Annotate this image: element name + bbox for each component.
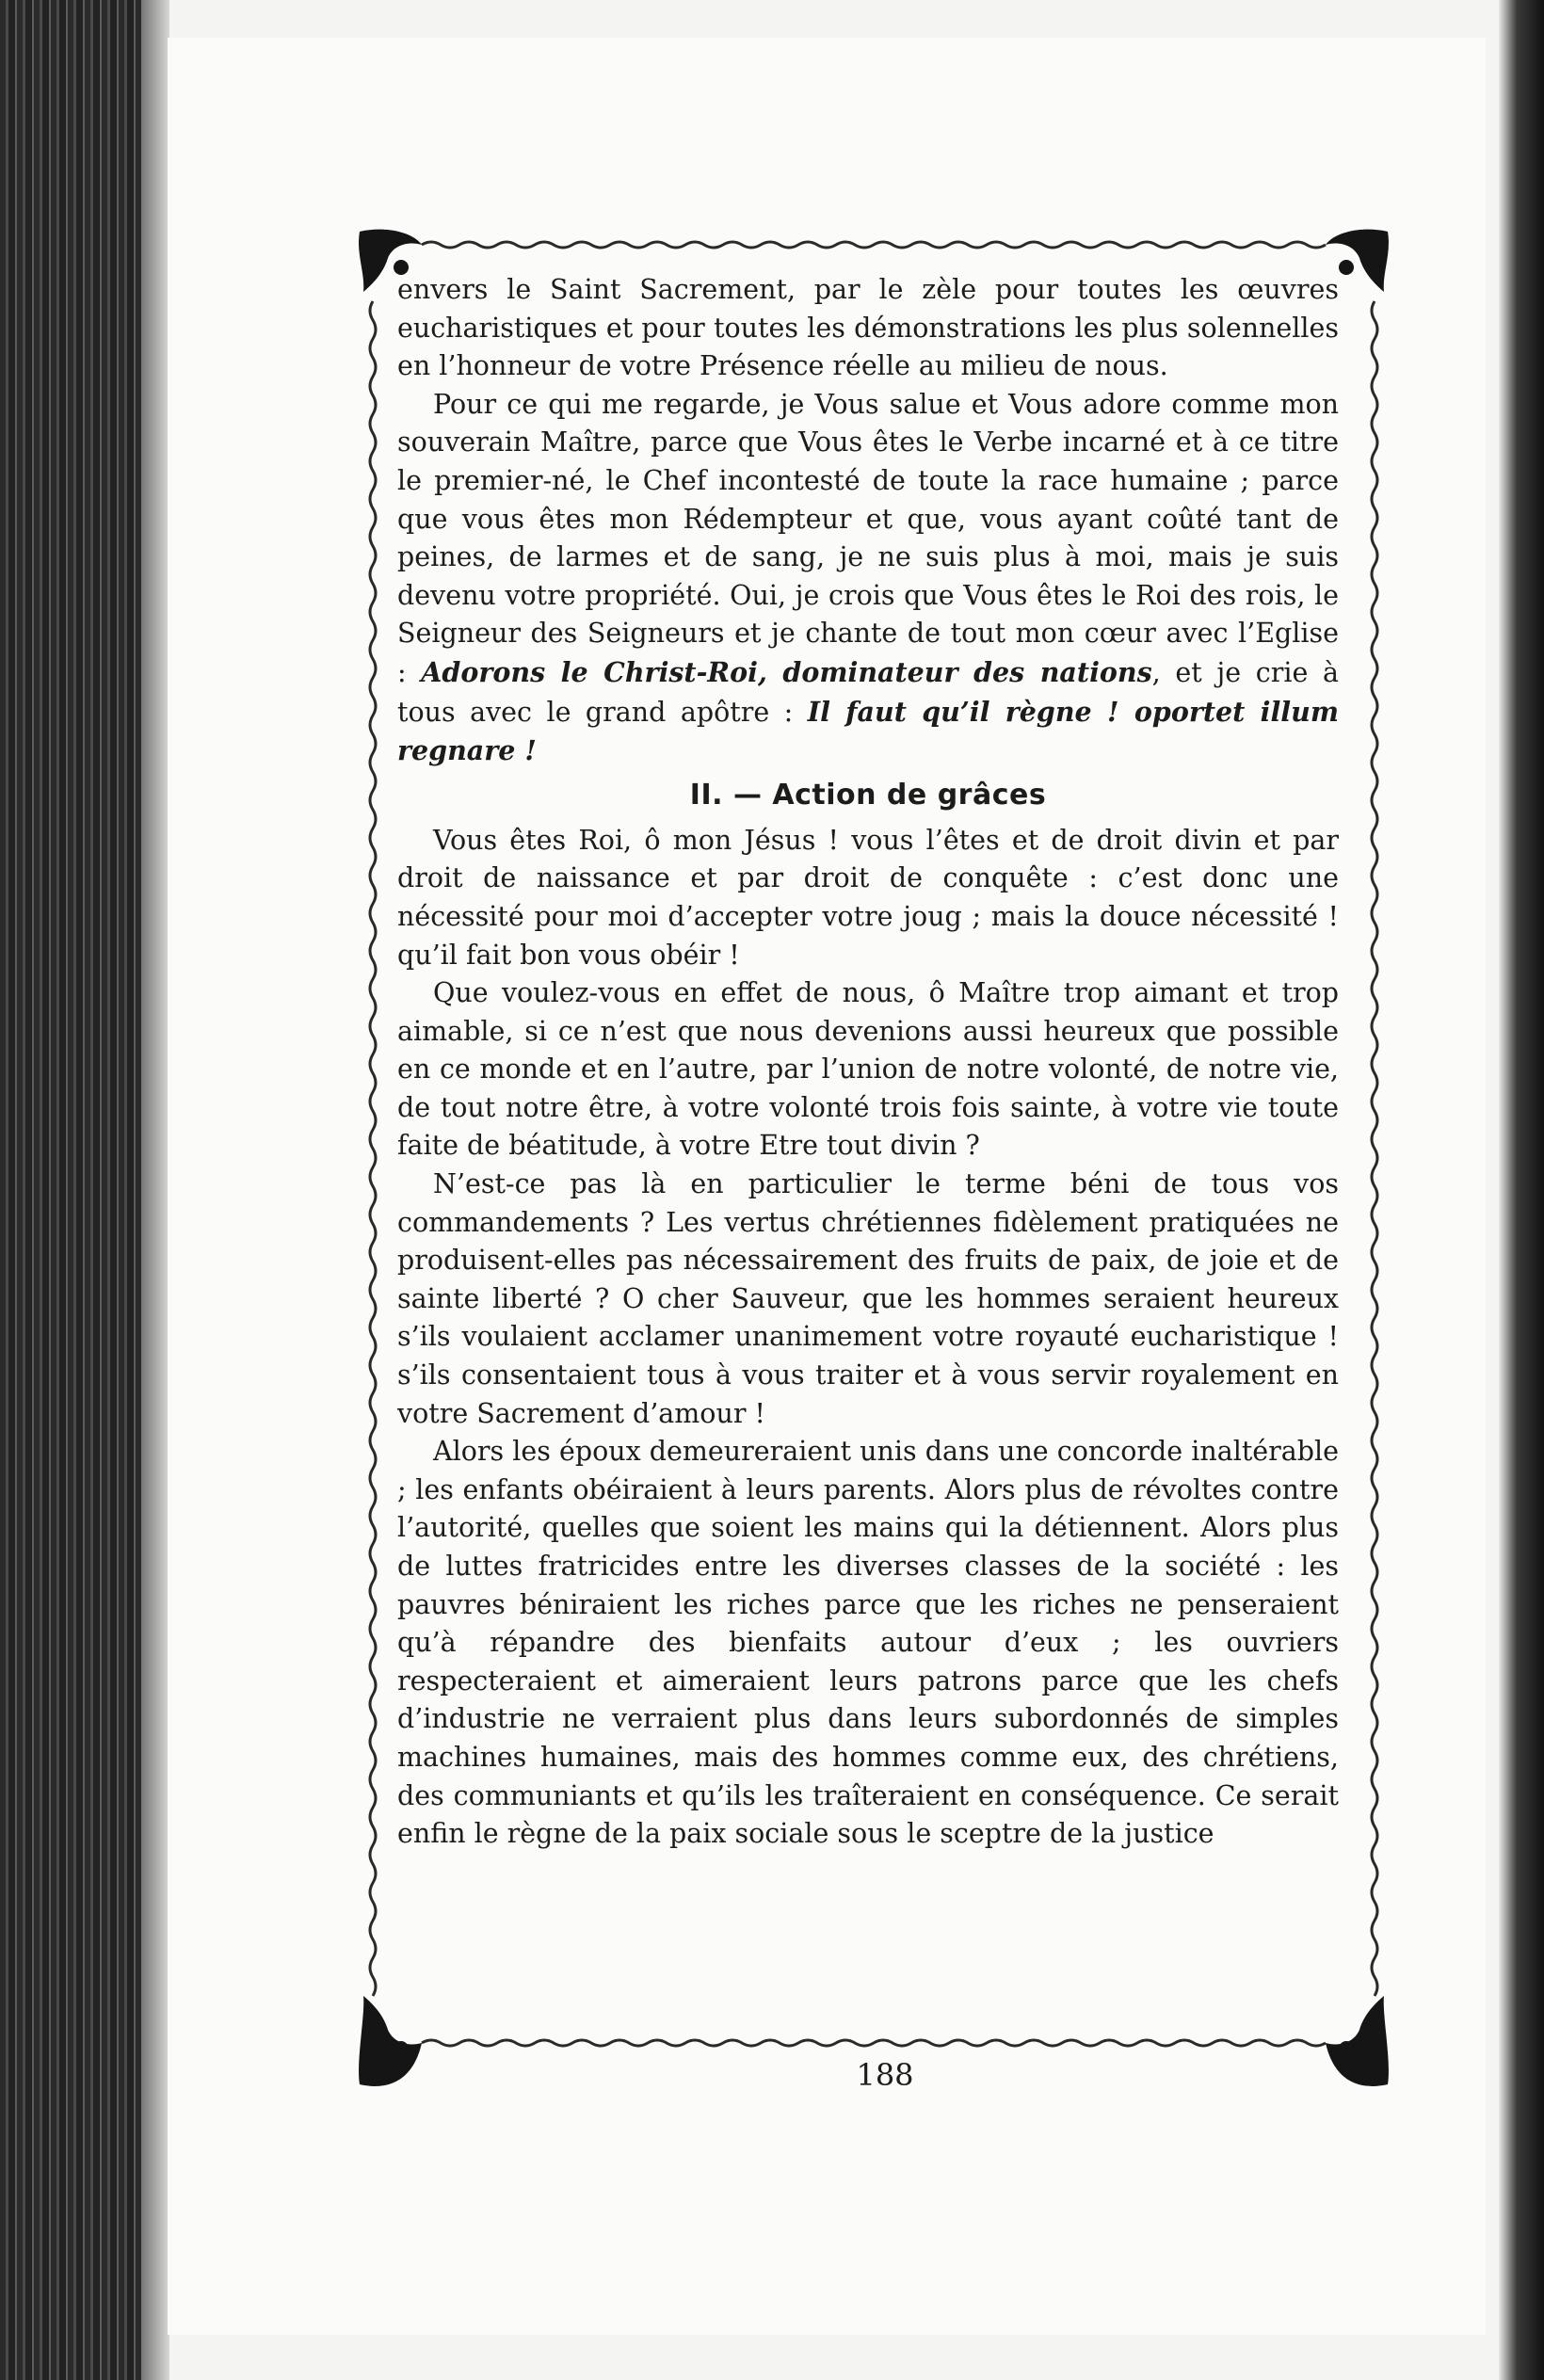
body-text <box>397 271 1339 1854</box>
paragraph-2-italic-2: Il faut qu’il règne ! oportet illum regnare ! <box>397 695 1339 767</box>
paragraph-2-text-a: Pour ce qui me regarde, je Vous salue et Vous adore comme mon souverain Maître, parce que Vous êtes le Verbe incarné et à ce titre le premier-né, le Chef incontesté de toute la race humaine ; parce que vous êtes mon Rédempteur et que, vous ayant coûté tant de peines, de larmes et de sang, je ne suis plus à moi, mais je suis devenu votre propriété. Oui, je crois que Vous êtes le Roi des rois, le Seigneur des Seigneurs et je chante de tout mon cœur avec l’Eglise : <box>397 388 1339 688</box>
section-heading: II. — Action de grâces <box>689 778 1047 812</box>
paragraph-6: Alors les époux demeureraient unis dans une concorde inaltérable ; les enfants obéiraient à leurs parents. Alors plus de révoltes contre l’autorité, quelles que soient les mains qui la détiennent. Alors plus de luttes fratricides entre les diverses classes de la société : les pauvres béniraient les riches parce que les riches ne penseraient qu’à répandre des bienfaits autour d’eux ; les ouvriers respecteraient et aimeraient leurs patrons parce que les chefs d’industrie ne verraient plus dans leurs subordonnés de simples machines humaines, mais des hommes comme eux, des chrétiens, des communiants et qu’ils les traîteraient en conséquence. Ce serait enfin le règne de la paix sociale sous le sceptre de la justice <box>397 1436 1339 1850</box>
paragraph-2-text-b: , et je crie à tous avec le grand apôtre : <box>397 656 1339 728</box>
next-page-edge <box>1499 0 1544 2380</box>
paragraph-2-italic-1: Adorons le Christ-Roi, dominateur des nations <box>421 655 1152 688</box>
paragraph-2 <box>397 386 1339 771</box>
book-spine <box>0 0 160 2380</box>
paragraph-5: N’est-ce pas là en particulier le terme béni de tous vos commandements ? Les vertus chrétiennes fidèlement pratiquées ne produisent-elles pas nécessairement des fruits de paix, de joie et de sainte liberté ? O cher Sauveur, que les hommes seraient heureux s’ils voulaient acclamer unanimement votre royauté eucharistique ! s’ils consentaient tous à vous traiter et à vous servir royalement en votre Sacrement d’amour ! <box>397 1168 1339 1429</box>
page-number: 188 <box>856 2057 914 2093</box>
paragraph-4: Que voulez-vous en effet de nous, ô Maître trop aimant et trop aimable, si ce n’est que nous devenions aussi heureux que possible en ce monde et en l’autre, par l’union de notre volonté, de notre vie, de tout notre être, à votre volonté trois fois sainte, à votre vie toute faite de béatitude, à votre Etre tout divin ? <box>397 977 1339 1162</box>
spine-shadow <box>141 0 169 2380</box>
paragraph-3: Vous êtes Roi, ô mon Jésus ! vous l’êtes et de droit divin et par droit de naissance et par droit de conquête : c’est donc une nécessité pour moi d’accepter votre joug ; mais la douce nécessité ! qu’il fait bon vous obéir ! <box>397 824 1339 971</box>
paragraph-1: envers le Saint Sacrement, par le zèle pour toutes les œuvres eucharistiques et pour toutes les démonstrations les plus solennelles en l’honneur de votre Présence réelle au milieu de nous. <box>397 274 1339 382</box>
